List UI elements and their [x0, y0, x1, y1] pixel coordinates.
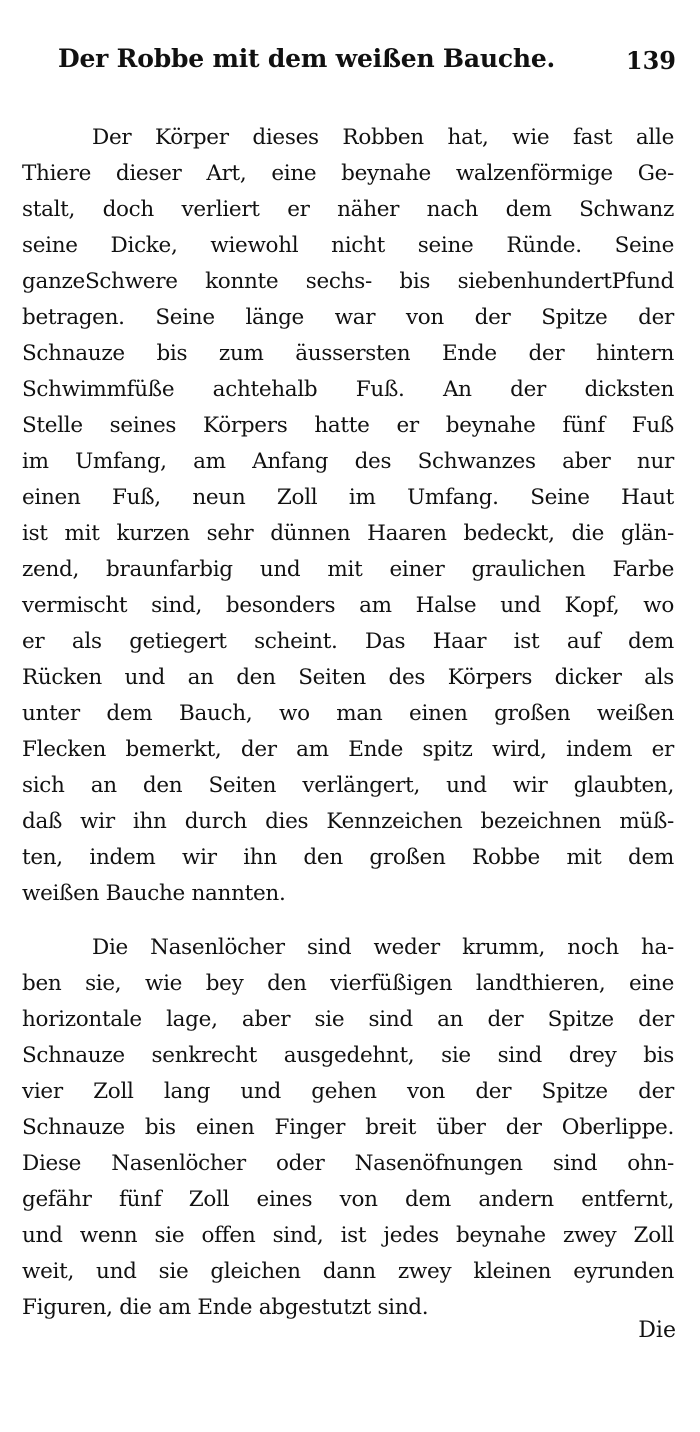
text-line: stalt, doch verliert er näher nach dem Schwanz [22, 197, 674, 222]
text-line: er als getiegert scheint. Das Haar ist auf dem [22, 629, 674, 654]
page-number: 139 [625, 46, 676, 75]
text-line: Schnauze bis zum äussersten Ende der hintern [22, 341, 674, 366]
text-line: unter dem Bauch, wo man einen großen weißen [22, 701, 674, 726]
text-line: weißen Bauche nannten. [22, 881, 286, 906]
text-line: und wenn sie offen sind, ist jedes beynahe zwey Zoll [22, 1223, 674, 1248]
text-line: seine Dicke, wiewohl nicht seine Ründe. Seine [22, 233, 674, 258]
text-line: ben sie, wie bey den vierfüßigen landthieren, eine [22, 971, 674, 996]
text-line: sich an den Seiten verlängert, und wir glaubten, [22, 773, 674, 798]
text-line: im Umfang, am Anfang des Schwanzes aber nur [22, 449, 674, 474]
text-line: Die Nasenlöcher sind weder krumm, noch ha- [92, 935, 674, 960]
text-line: betragen. Seine länge war von der Spitze der [22, 305, 674, 330]
catchword: Die [638, 1318, 676, 1343]
text-line: Thiere dieser Art, eine beynahe walzenförmige Ge- [22, 161, 674, 186]
paragraph-nostrils [22, 930, 674, 1326]
text-line: Schnauze bis einen Finger breit über der Oberlippe. [22, 1115, 674, 1140]
text-line: ist mit kurzen sehr dünnen Haaren bedeckt, die glän- [22, 521, 674, 546]
running-title: Der Robbe mit dem weißen Bauche. [58, 44, 556, 73]
text-line: horizontale lage, aber sie sind an der Spitze der [22, 1007, 674, 1032]
text-line: Stelle seines Körpers hatte er beynahe fünf Fuß [22, 413, 674, 438]
text-line: Rücken und an den Seiten des Körpers dicker als [22, 665, 674, 690]
text-line: vermischt sind, besonders am Halse und Kopf, wo [22, 593, 674, 618]
text-line: zend, braunfarbig und mit einer graulichen Farbe [22, 557, 674, 582]
paragraph-body-description [22, 120, 674, 912]
text-line: ganzeSchwere konnte sechs- bis siebenhundertPfund [22, 269, 674, 294]
text-line: Schnauze senkrecht ausgedehnt, sie sind drey bis [22, 1043, 674, 1068]
text-line: Schwimmfüße achtehalb Fuß. An der dicksten [22, 377, 674, 402]
text-line: daß wir ihn durch dies Kennzeichen bezeichnen müß- [22, 809, 674, 834]
text-line: ten, indem wir ihn den großen Robbe mit dem [22, 845, 674, 870]
page-header [58, 44, 676, 84]
text-line: gefähr fünf Zoll eines von dem andern entfernt, [22, 1187, 674, 1212]
text-line: Diese Nasenlöcher oder Nasenöfnungen sind ohn- [22, 1151, 674, 1176]
text-line: Figuren, die am Ende abgestutzt sind. [22, 1295, 429, 1320]
text-line: vier Zoll lang und gehen von der Spitze der [22, 1079, 674, 1104]
text-line: einen Fuß, neun Zoll im Umfang. Seine Haut [22, 485, 674, 510]
text-line: Flecken bemerkt, der am Ende spitz wird, indem er [22, 737, 674, 762]
text-line: weit, und sie gleichen dann zwey kleinen eyrunden [22, 1259, 674, 1284]
text-line: Der Körper dieses Robben hat, wie fast alle [92, 125, 674, 150]
